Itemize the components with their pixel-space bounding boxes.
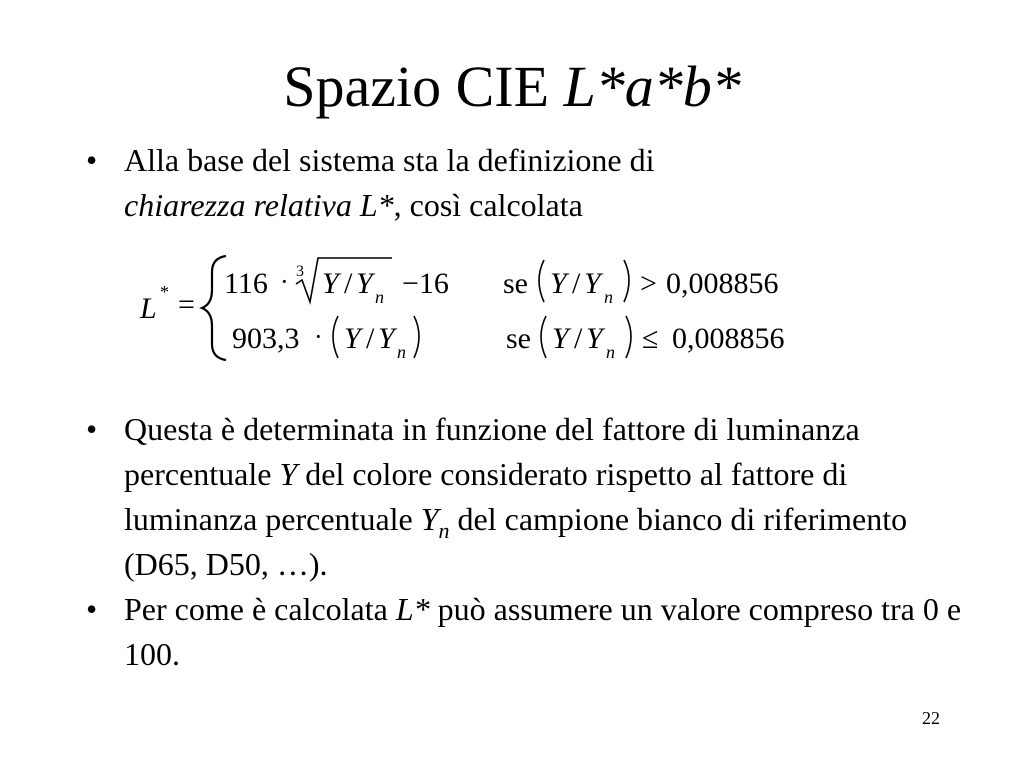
bullet-3-text-a: Per come è calcolata <box>124 591 396 627</box>
row2-yn2: Y <box>586 322 603 355</box>
row1-slash2: / <box>572 267 581 300</box>
row2-coef: 903,3 <box>232 322 300 355</box>
formula-lhs-sup: * <box>160 282 169 302</box>
row2-y2: Y <box>552 322 569 355</box>
row2-se: se <box>506 322 531 355</box>
row1-minus: −16 <box>402 267 449 300</box>
title-italic-text: L*a*b* <box>563 54 741 119</box>
row2-n: n <box>397 342 406 362</box>
bullet-2-text-c: del campione bianco di riferimento (D65, D50, …). <box>124 501 908 582</box>
row1-y2: Y <box>550 267 567 300</box>
bullet-item-1 <box>86 138 986 228</box>
row2-slash2: / <box>574 322 583 355</box>
page-number: 22 <box>922 708 940 728</box>
bullet-3-symbol-l: L* <box>395 591 430 627</box>
bullet-item-3 <box>86 587 986 677</box>
bullet-list <box>86 138 986 677</box>
row1-y: Y <box>322 267 339 300</box>
row1-threshold: 0,008856 <box>666 267 779 300</box>
bullet-marker: • <box>86 591 98 627</box>
row1-n: n <box>375 287 384 307</box>
symbol-yn-base: Y <box>420 501 439 537</box>
bullet-item-2 <box>86 407 986 587</box>
row1-slash: / <box>344 267 353 300</box>
row2-dot: · <box>314 322 323 351</box>
row1-op: > <box>640 267 657 300</box>
formula-equals: = <box>178 288 195 321</box>
row2-op: ≤ <box>642 322 659 355</box>
row2-threshold: 0,008856 <box>672 322 785 355</box>
row1-yn: Y <box>356 267 373 300</box>
bullet-1-line1: Alla base del sistema sta la definizione di <box>124 142 655 178</box>
title-text: Spazio CIE <box>283 54 564 119</box>
bullet-2-text-b: del colore considerato rispetto al fattore di luminanza percentuale <box>124 456 848 537</box>
row1-n2: n <box>604 287 613 307</box>
row1-se: se <box>503 267 528 300</box>
row2-slash: / <box>366 322 375 355</box>
row2-y: Y <box>344 322 361 355</box>
bullet-3-text-b: può assumere un valore compreso tra 0 e 100. <box>124 591 962 672</box>
row1-coef: 116 <box>224 267 268 300</box>
formula-lhs: L <box>140 292 157 325</box>
bullet-1-after: , così calcolata <box>393 187 583 223</box>
slide-title <box>0 52 1024 122</box>
bullet-2-text-a: Questa è determinata in funzione del fattore di luminanza percentuale <box>124 411 860 492</box>
symbol-yn-sub: n <box>438 518 450 543</box>
row1-dot: · <box>280 267 289 296</box>
bullet-marker: • <box>86 142 98 178</box>
bullet-2-symbol-yn <box>420 501 450 543</box>
row1-yn2: Y <box>584 267 601 300</box>
bullet-marker: • <box>86 411 98 447</box>
bullet-2-symbol-y: Y <box>279 456 298 492</box>
bullet-1-term: chiarezza relativa L* <box>124 187 394 223</box>
row1-root-index: 3 <box>296 263 304 280</box>
row2-yn: Y <box>378 322 395 355</box>
row2-n2: n <box>606 342 615 362</box>
